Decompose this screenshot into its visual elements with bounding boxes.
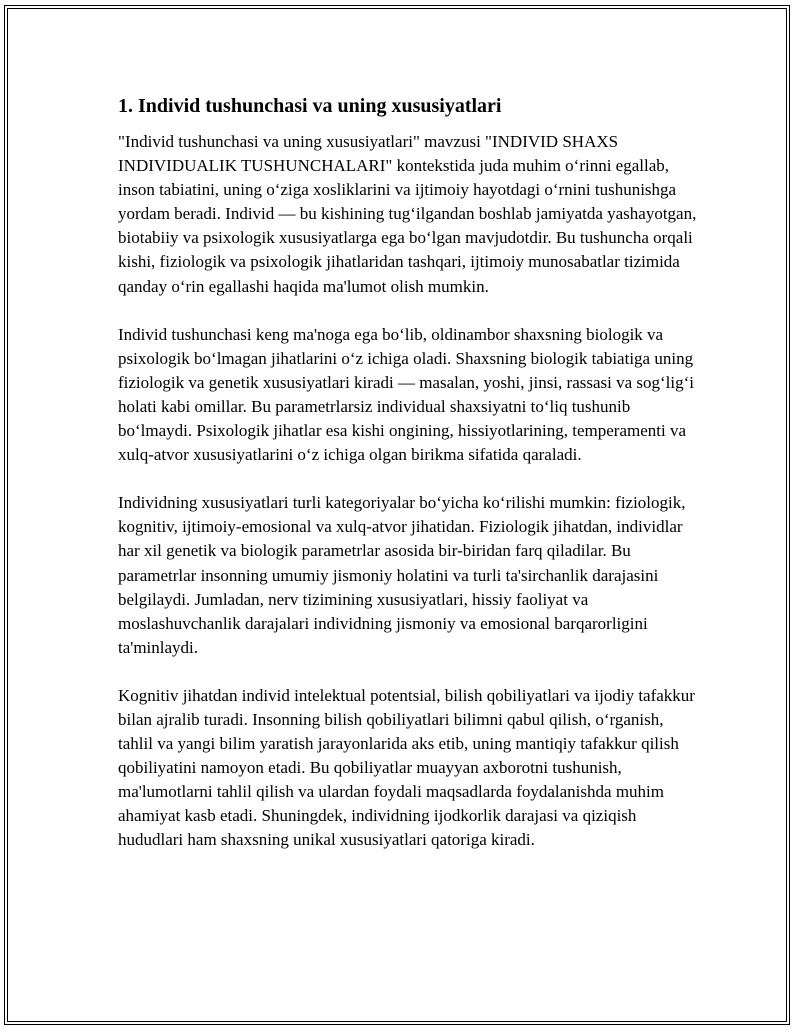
paragraph-1: "Individ tushunchasi va uning xususiyatlari" mavzusi "INDIVID SHAXS INDIVIDUALIK TUSHUNCHALARI" kontekstida juda muhim o‘rinni egallab, inson tabiatini, uning o‘ziga xosliklarini va ijtimoiy hayotdagi o‘rnini tushunishga yordam beradi. Individ — bu kishining tug‘ilgandan boshlab jamiyatda yashayotgan, biotabiiy va psixologik xususiyatlarga ega bo‘lgan mavjudotdir. Bu tushuncha orqali kishi, fiziologik va psixologik jihatlaridan tashqari, ijtimoiy munosabatlar tizimida qanday o‘rin egallashi haqida ma'lumot olish mumkin.: [118, 132, 697, 296]
paragraph-4: Kognitiv jihatdan individ intelektual potentsial, bilish qobiliyatlari va ijodiy tafakkur bilan ajralib turadi. Insonning bilish qobiliyatlari bilimni qabul qilish, o‘rganish, tahlil va yangi bilim yaratish jarayonlarida aks etib, uning mantiqiy tafakkur qilish qobiliyatini namoyon etadi. Bu qobiliyatlar muayyan axborotni tushunish, ma'lumotlarni tahlil qilish va ulardan foydali maqsadlarda foydalanishda muhim ahamiyat kasb etadi. Shuningdek, individning ijodkorlik darajasi va qiziqish hududlari ham shaxsning unikal xususiyatlari qatoriga kiradi.: [118, 685, 695, 850]
paragraph-2: Individ tushunchasi keng ma'noga ega bo‘lib, oldinambor shaxsning biologik va psixologik bo‘lmagan jihatlarini o‘z ichiga oladi. Shaxsning biologik tabiatiga uning fiziologik va genetik xususiyatlari kiradi — masalan, yoshi, jinsi, rassasi va sog‘lig‘i holati kabi omillar. Bu parametrlarsiz individual shaxsiyatni to‘liq tushunib bo‘lmaydi. Psixologik jihatlar esa kishi ongining, hissiyotlarining, temperamenti va xulq-atvor xususiyatlarini o‘z ichiga olgan birikma sifatida qaraladi.: [118, 324, 695, 465]
document-body: [118, 92, 698, 877]
section-heading: 1. Individ tushunchasi va uning xususiyatlari: [118, 95, 502, 117]
paragraph-3: Individning xususiyatlari turli kategoriyalar bo‘yicha ko‘rilishi mumkin: fiziologik, kognitiv, ijtimoiy-emosional va xulq-atvor jihatidan. Fiziologik jihatdan, individlar har xil genetik va biologik parametrlar asosida bir-biridan farq qiladilar. Bu parametrlar insonning umumiy jismoniy holatini va turli ta'sirchanlik darajasini belgilaydi. Jumladan, nerv tizimining xususiyatlari, hissiy faoliyat va moslashuvchanlik darajalari individning jismoniy va emosional barqarorligini ta'minlaydi.: [118, 493, 686, 657]
